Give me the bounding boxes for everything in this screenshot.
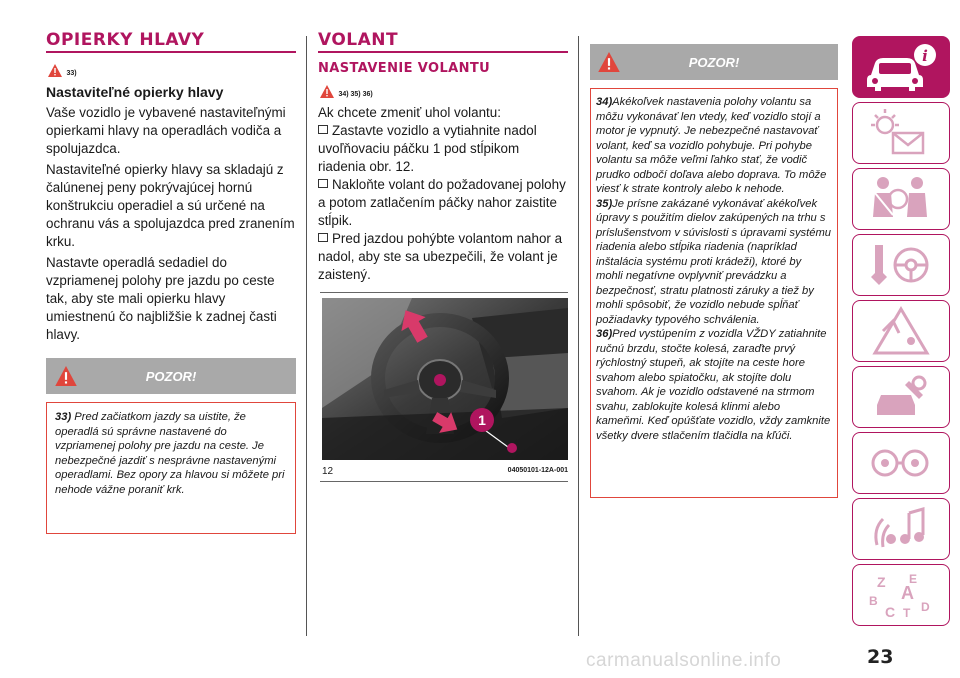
warning-refs	[48, 62, 77, 80]
tab-index[interactable]	[852, 564, 950, 626]
subsection-title-adjustment: NASTAVENIE VOLANTU	[318, 61, 491, 76]
tab-key-steering[interactable]	[852, 234, 950, 296]
step-text: Pred jazdou pohýbte volantom nahor a nadol, aby ste sa ubezpečili, že volant je zaistený.	[318, 231, 563, 282]
warning-box-right	[590, 44, 838, 498]
refs-text: 33)	[66, 70, 77, 77]
warning-box-left	[46, 358, 296, 534]
index-letter: A	[901, 583, 914, 603]
tab-specs[interactable]	[852, 432, 950, 494]
figure-code: 04050101-12A-001	[507, 467, 568, 474]
warning-text: Pred začiatkom jazdy sa uistite, že operadlá sú správne nastavené do vzpriamenej polohy pre jazdu na ceste. Je nebezpečné jazdiť s nesprávne nastavenými operadlami. Bez opory za hlavou si môžete pri nehode vážne poraniť krk.	[55, 411, 285, 496]
step-text: Zastavte vozidlo a vytiahnite nadol uvoľňovaciu páčku 1 pod stĺpikom riadenia obr. 12.	[318, 123, 537, 174]
paragraph: Nastavte operadlá sedadiel do vzpriamenej polohy pre jazdu po ceste tak, aby ste mali opierku hlavy umiestnenú čo najbližšie k zadnej časti hlavy.	[46, 255, 277, 342]
figure-callout-label: 1	[478, 412, 486, 428]
steering-wheel-illustration	[322, 298, 568, 460]
warning-triangle-icon	[853, 301, 948, 360]
subsection-title: Nastaviteľné opierky hlavy	[46, 84, 224, 100]
refs-text: 34) 35) 36)	[338, 91, 373, 98]
step-text: Nakloňte volant do požadovanej polohy a potom zatlačením páčky nahor zaistite stĺpik.	[318, 177, 566, 228]
warning-item	[596, 197, 831, 328]
step-item	[318, 122, 570, 176]
warning-header	[46, 358, 296, 394]
warning-text: Je prísne zakázané vykonávať akékoľvek úpravy s použitím dielov zakúpených na trhu s príslušenstvom v súvislosti s úpravami systému riadenia alebo stĺpika riadenia (napríklad inštalácia systému proti krádeži), ktoré by mohli negatívne ovplyvniť prevádzku a bezpečnosť, stratu platnosti záruky a tiež by mohli spôsobiť, že vozidlo nebude spĺňať požiadavky typového schválenia.	[596, 197, 832, 326]
tab-media[interactable]	[852, 498, 950, 560]
steering-wheel-figure	[322, 298, 568, 460]
warning-triangle-icon	[48, 64, 62, 77]
warning-text: Akékoľvek nastavenia polohy volantu sa môžu vykonávať len vtedy, keď vozidlo stojí a motor je vypnutý. Je nebezpečné nastavovať volant, keď sa vozidlo pohybuje. Pri pohybe volantu sa môže veľmi ľahko stať, že vodič prudko odbočí doľava alebo doprava. To môže viesť k strate kontroly alebo k nehode.	[596, 96, 827, 195]
section-title-headrests: OPIERKY HLAVY	[46, 30, 205, 50]
key-steering-icon	[853, 235, 948, 294]
section-title-steering: VOLANT	[318, 30, 399, 50]
warning-number: 36)	[596, 328, 613, 340]
index-letter: B	[869, 594, 878, 608]
title-rule	[46, 51, 296, 53]
figure-caption	[322, 466, 568, 477]
warning-header-text: POZOR!	[145, 369, 197, 384]
column-divider	[578, 36, 579, 636]
seatbelt-airbag-icon	[853, 169, 948, 228]
intro-text: Ak chcete zmeniť uhol volantu:	[318, 105, 501, 120]
figure-top-rule	[320, 292, 568, 293]
dashboard-lights-icon	[853, 103, 948, 162]
warning-body	[46, 402, 296, 534]
warning-item	[596, 95, 831, 197]
page-number: 23	[867, 646, 894, 668]
tab-dashboard-lights[interactable]	[852, 102, 950, 164]
column-divider	[306, 36, 307, 636]
index-letter: T	[903, 606, 911, 620]
steering-body-text	[318, 104, 570, 284]
warning-text: Pred vystúpením z vozidla VŽDY zatiahnite ručnú brzdu, stočte kolesá, zaraďte prvý rýchlostný stupeň, ak stojíte na ceste hore svahom alebo spiatočku, ak stojíte dolu svahom. Ak je vozidlo odstavené na strmom svahu, zablokujte kolesá klinmi alebo kameňmi. Keď opúšťate vozidlo, vždy zamknite všetky dvere stlačením tlačidla na kľúči.	[596, 328, 831, 442]
step-item	[318, 176, 570, 230]
tab-warning[interactable]	[852, 300, 950, 362]
tab-car-info[interactable]	[852, 36, 950, 98]
specs-icon	[853, 433, 948, 492]
index-letters-icon	[853, 565, 948, 624]
wrench-car-icon	[853, 367, 948, 426]
media-icon	[853, 499, 948, 558]
warning-body	[590, 88, 838, 498]
tab-wrench-car[interactable]	[852, 366, 950, 428]
index-letter: E	[909, 572, 918, 586]
warning-number: 34)	[596, 96, 613, 108]
car-info-icon	[853, 37, 948, 96]
checkbox-bullet-icon	[318, 125, 328, 134]
warning-item	[596, 327, 831, 443]
tab-seatbelt-airbag[interactable]	[852, 168, 950, 230]
paragraph: Nastaviteľné opierky hlavy sa skladajú z čalúnenej peny pokrývajúcej hornú konštrukciu operadiel a sú určené na ochranu vás a spolujazdca pred zranením krku.	[46, 162, 295, 249]
watermark: carmanualsonline.info	[586, 650, 782, 671]
title-rule	[318, 51, 568, 53]
index-letter: D	[921, 600, 930, 614]
warning-header	[590, 44, 838, 80]
warning-header-text: POZOR!	[688, 55, 740, 70]
warning-triangle-icon	[320, 85, 334, 98]
headrest-body-text	[46, 104, 298, 347]
checkbox-bullet-icon	[318, 233, 328, 242]
warning-number: 35)	[596, 197, 613, 210]
svg-text:i: i	[922, 47, 928, 65]
figure-bottom-rule	[320, 481, 568, 482]
warning-refs	[320, 83, 373, 101]
figure-number: 12	[322, 466, 334, 477]
warning-number: 33)	[55, 411, 72, 423]
paragraph: Vaše vozidlo je vybavené nastaviteľnými opierkami hlavy na operadlách vodiča a spolujazdca.	[46, 105, 286, 156]
checkbox-bullet-icon	[318, 179, 328, 188]
index-letter: C	[885, 604, 896, 620]
index-letter: Z	[877, 574, 886, 590]
step-item	[318, 230, 570, 284]
